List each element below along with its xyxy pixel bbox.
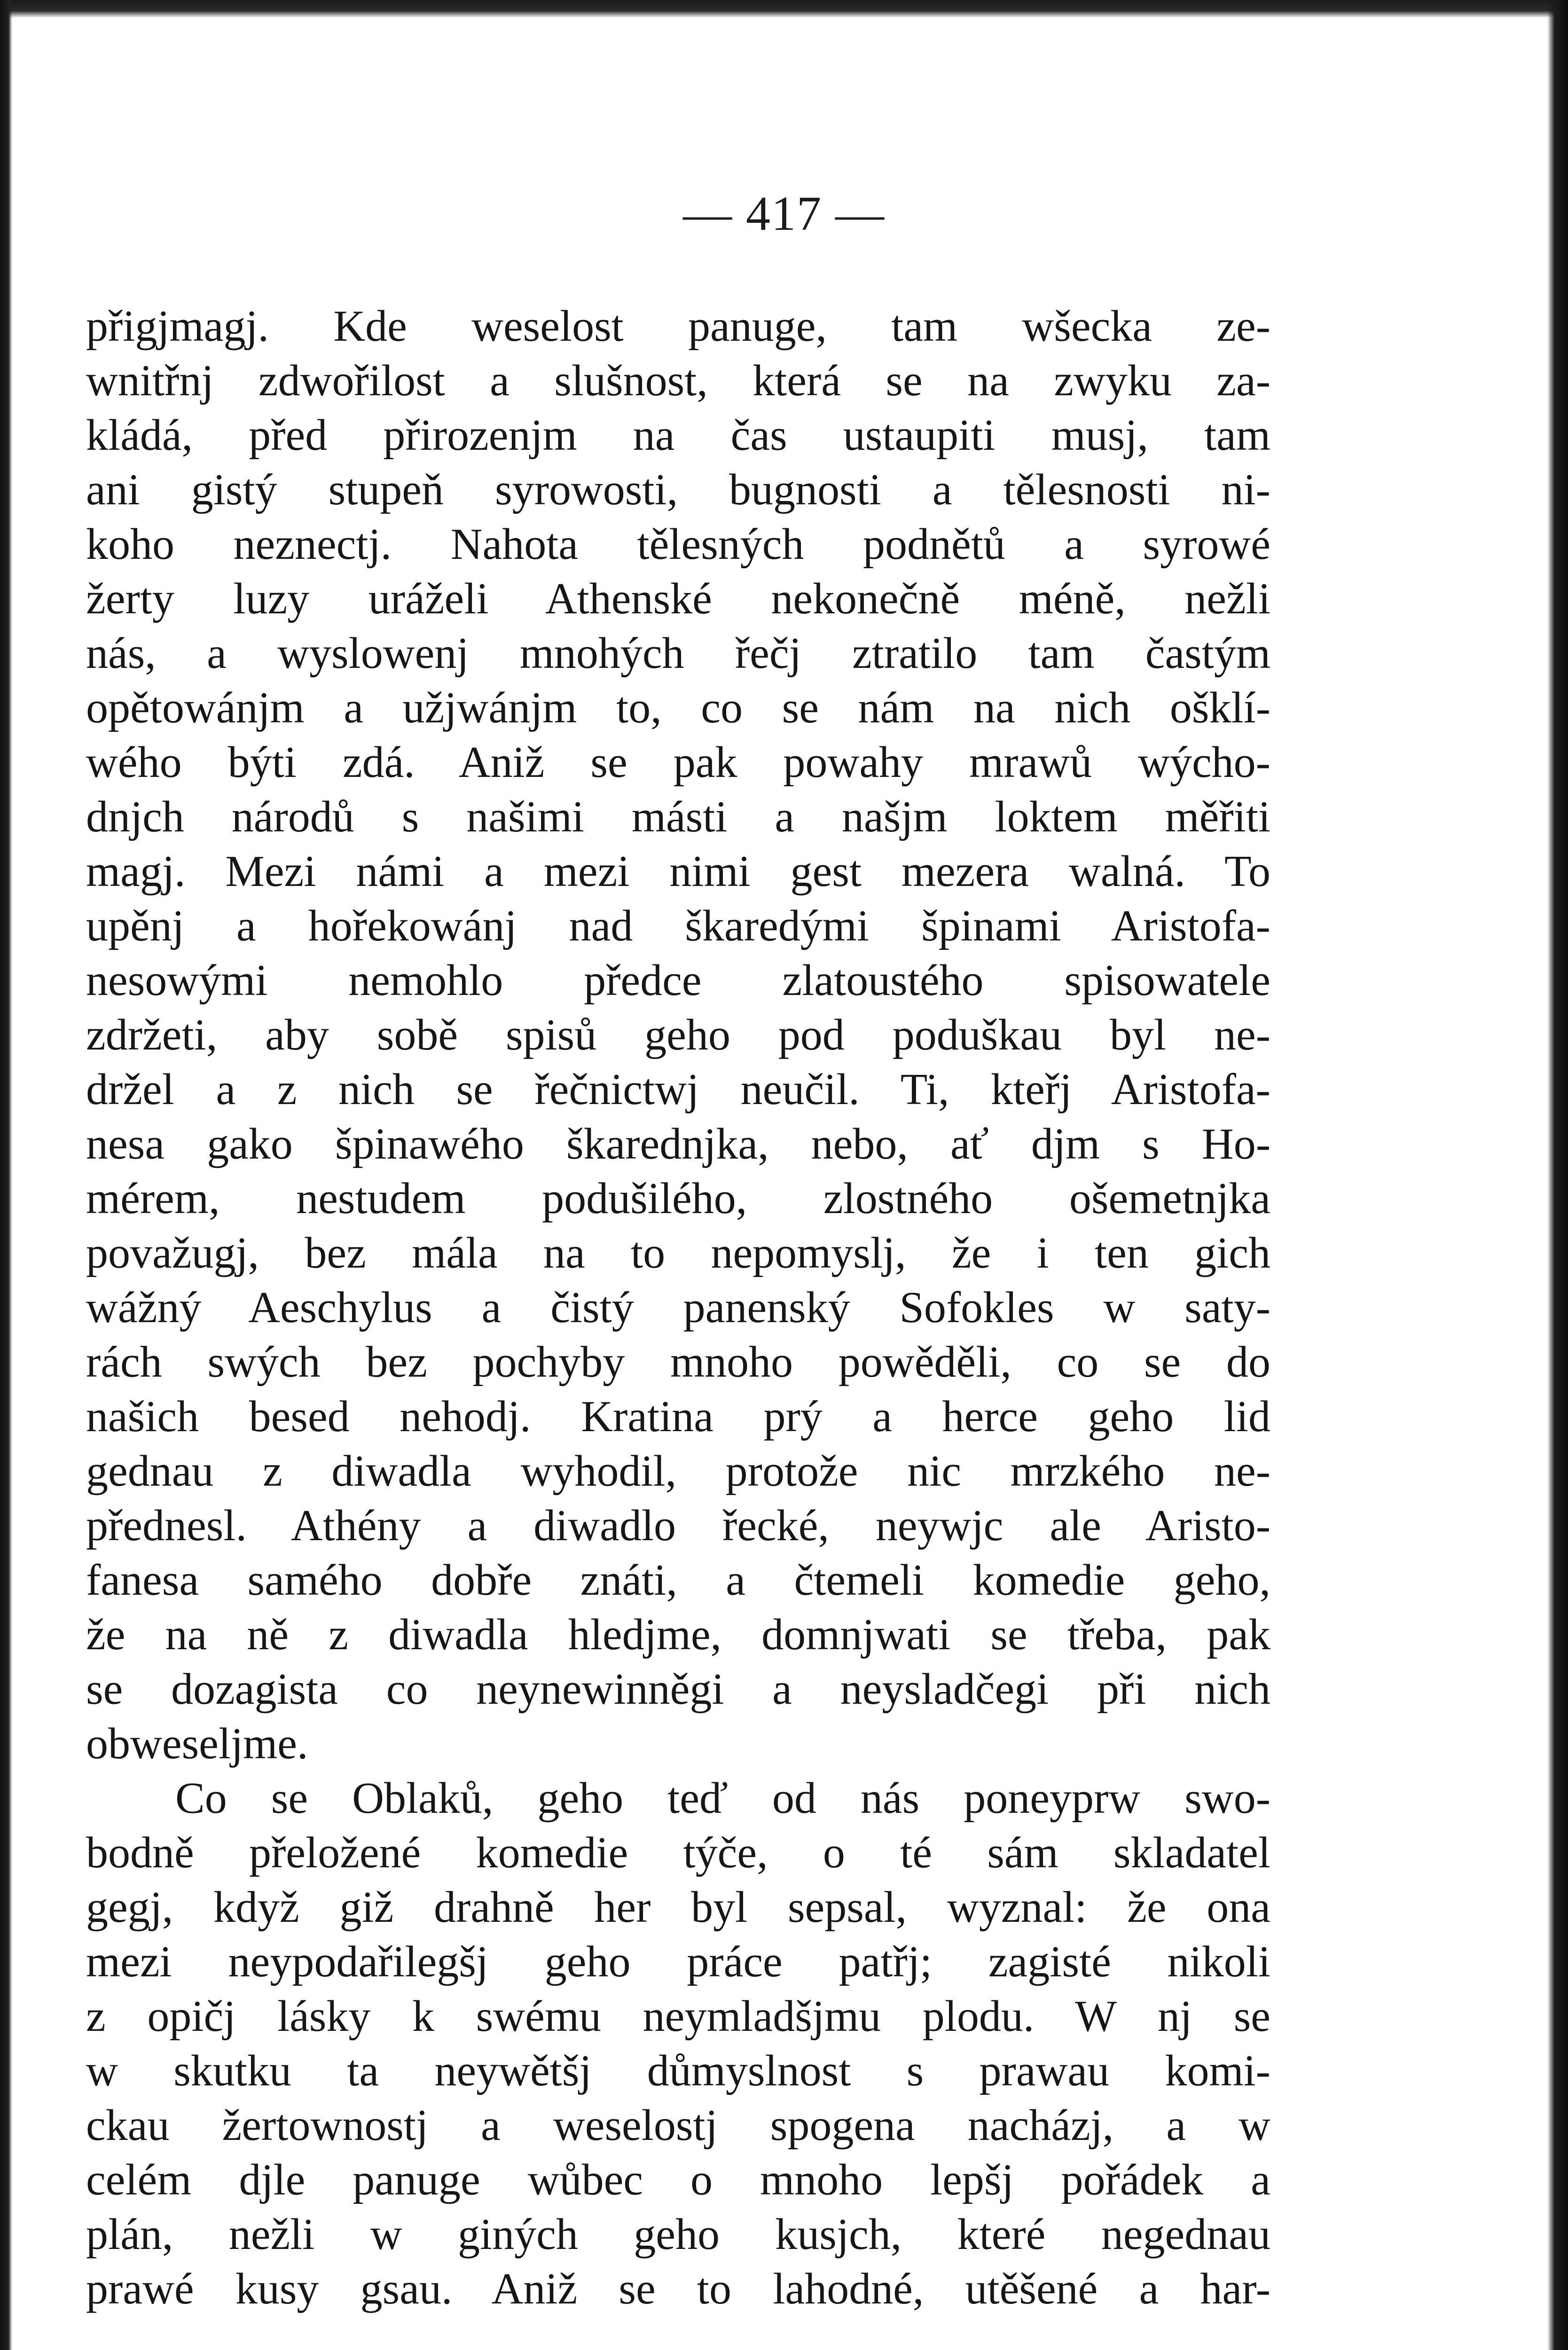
scan-edge-top bbox=[0, 0, 1568, 18]
text-line: wého býti zdá. Aniž se pak powahy mrawů wýcho- bbox=[86, 738, 1270, 787]
text-line: wážný Aeschylus a čistý panenský Sofokles w saty- bbox=[86, 1283, 1270, 1332]
text-line: držel a z nich se řečnictwj neučil. Ti, kteřj Aristofa- bbox=[86, 1065, 1270, 1114]
text-line: upěnj a hořekowánj nad škaredými špinami Aristofa- bbox=[86, 901, 1270, 950]
text-line: koho neznectj. Nahota tělesných podnětů a syrowé bbox=[86, 520, 1270, 569]
text-line: přigjmagj. Kde weselost panuge, tam wšecka ze- bbox=[86, 302, 1270, 351]
text-line: mezi neypodařilegšj geho práce patřj; zagisté nikoli bbox=[86, 1937, 1270, 1986]
text-line: gegj, když giž drahně her byl sepsal, wyznal: že ona bbox=[86, 1883, 1270, 1932]
text-line: prawé kusy gsau. Aniž se to lahodné, utěšené a har- bbox=[86, 2264, 1270, 2313]
text-line: nás, a wyslowenj mnohých řečj ztratilo tam častým bbox=[86, 629, 1270, 678]
text-line: považugj, bez mála na to nepomyslj, že i ten gich bbox=[86, 1229, 1270, 1277]
text-line: magj. Mezi námi a mezi nimi gest mezera walná. To bbox=[86, 847, 1270, 896]
scan-edge-right bbox=[1547, 0, 1568, 2350]
text-line: zdržeti, aby sobě spisů geho pod poduškau byl ne- bbox=[86, 1010, 1270, 1059]
text-line: našich besed nehodj. Kratina prý a herce geho lid bbox=[86, 1392, 1270, 1441]
text-line: rách swých bez pochyby mnoho powěděli, co se do bbox=[86, 1338, 1270, 1386]
paragraph-1 bbox=[86, 299, 1270, 1771]
text-line: nesowými nemohlo předce zlatoustého spisowatele bbox=[86, 956, 1270, 1005]
text-line: nesa gako špinawého škarednjka, nebo, ať djm s Ho- bbox=[86, 1120, 1270, 1168]
text-line: celém djle panuge wůbec o mnoho lepšj pořádek a bbox=[86, 2155, 1270, 2204]
text-line: se dozagista co neynewinněgi a neysladčegi při nich bbox=[86, 1665, 1270, 1714]
paragraph-2 bbox=[86, 1771, 1270, 2316]
text-line: obweseljme. bbox=[86, 1719, 308, 1768]
text-line: ckau žertownostj a weselostj spogena nacházj, a w bbox=[86, 2101, 1270, 2150]
text-line: dnjch národů s našimi másti a našjm loktem měřiti bbox=[86, 792, 1270, 841]
text-line: opětowánjm a užjwánjm to, co se nám na nich ošklí- bbox=[86, 683, 1270, 732]
text-line: plán, nežli w giných geho kusjch, které negednau bbox=[86, 2210, 1270, 2259]
scan-edge-left bbox=[0, 0, 12, 2350]
text-line: mérem, nestudem podušilého, zlostného ošemetnjka bbox=[86, 1174, 1270, 1223]
text-line: ani gistý stupeň syrowosti, bugnosti a tělesnosti ni- bbox=[86, 465, 1270, 514]
text-line: fanesa samého dobře znáti, a čtemeli komedie geho, bbox=[86, 1556, 1270, 1605]
text-line: gednau z diwadla wyhodil, protože nic mrzkého ne- bbox=[86, 1447, 1270, 1496]
text-line: přednesl. Athény a diwadlo řecké, neywjc ale Aristo- bbox=[86, 1501, 1270, 1550]
text-line: kládá, před přirozenjm na čas ustaupiti musj, tam bbox=[86, 411, 1270, 460]
text-line: wnitřnj zdwořilost a slušnost, která se na zwyku za- bbox=[86, 356, 1270, 405]
body-text bbox=[86, 299, 1270, 2316]
text-line: že na ně z diwadla hledjme, domnjwati se třeba, pak bbox=[86, 1610, 1270, 1659]
text-line: žerty luzy uráželi Athenské nekonečně méně, nežli bbox=[86, 574, 1270, 623]
text-line: z opičj lásky k swému neymladšjmu plodu. W nj se bbox=[86, 1992, 1270, 2041]
text-line: w skutku ta neywětšj důmyslnost s prawau komi- bbox=[86, 2046, 1270, 2095]
text-line: bodně přeložené komedie týče, o té sám skladatel bbox=[86, 1828, 1270, 1877]
page-number: — 417 — bbox=[683, 187, 885, 241]
text-line: Co se Oblaků, geho teď od nás poneyprw swo- bbox=[175, 1774, 1270, 1823]
